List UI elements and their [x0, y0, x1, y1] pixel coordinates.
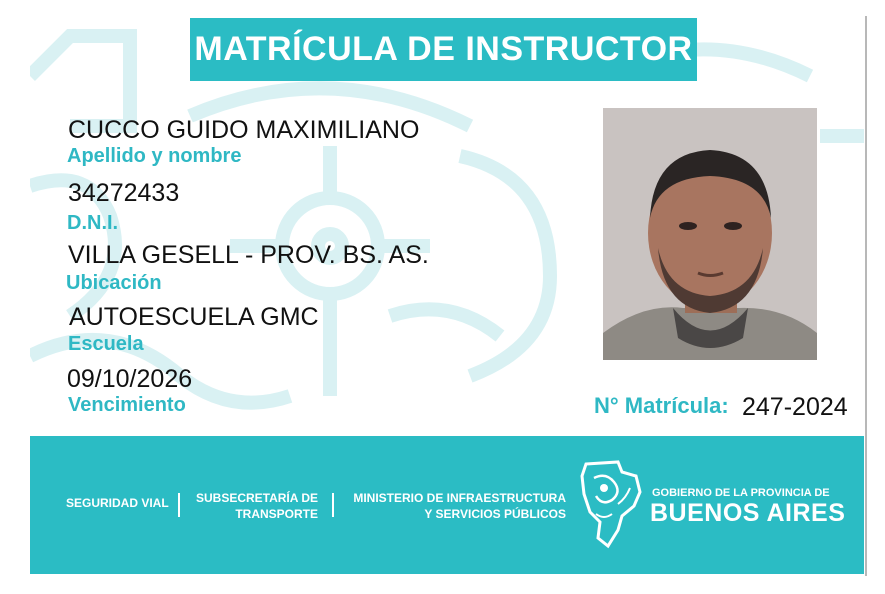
undersecretary-line1: SUBSECRETARÍA DE	[195, 491, 318, 505]
adjacent-card-edge	[865, 16, 885, 576]
footer-band	[30, 436, 864, 574]
buenos-aires-title: BUENOS AIRES	[650, 499, 846, 527]
registration-value: 247-2024	[742, 393, 848, 421]
expiry-value: 09/10/2026	[67, 365, 193, 393]
province-map-icon	[578, 458, 644, 550]
government-subtitle: GOBIERNO DE LA PROVINCIA DE	[652, 487, 830, 499]
card-title: MATRÍCULA DE INSTRUCTOR	[190, 18, 697, 81]
name-label: Apellido y nombre	[67, 145, 242, 167]
school-label: Escuela	[68, 333, 144, 355]
road-safety-text: SEGURIDAD VIAL	[66, 496, 169, 510]
id-photo	[603, 108, 817, 360]
location-label: Ubicación	[66, 272, 162, 294]
ministry-line1: MINISTERIO DE INFRAESTRUCTURA	[353, 491, 566, 505]
dni-label: D.N.I.	[67, 212, 119, 234]
instructor-card	[30, 16, 864, 574]
footer-divider	[178, 493, 180, 517]
location-value: VILLA GESELL - PROV. BS. AS.	[68, 241, 429, 269]
dni-value: 34272433	[68, 179, 180, 207]
ministry-line2: Y SERVICIOS PÚBLICOS	[424, 507, 566, 521]
undersecretary-line2: TRANSPORTE	[235, 507, 318, 521]
registration-label: N° Matrícula:	[594, 393, 729, 418]
name-value: CUCCO GUIDO MAXIMILIANO	[68, 116, 420, 144]
school-value: AUTOESCUELA GMC	[69, 303, 319, 331]
footer-divider	[332, 493, 334, 517]
expiry-label: Vencimiento	[68, 394, 186, 416]
